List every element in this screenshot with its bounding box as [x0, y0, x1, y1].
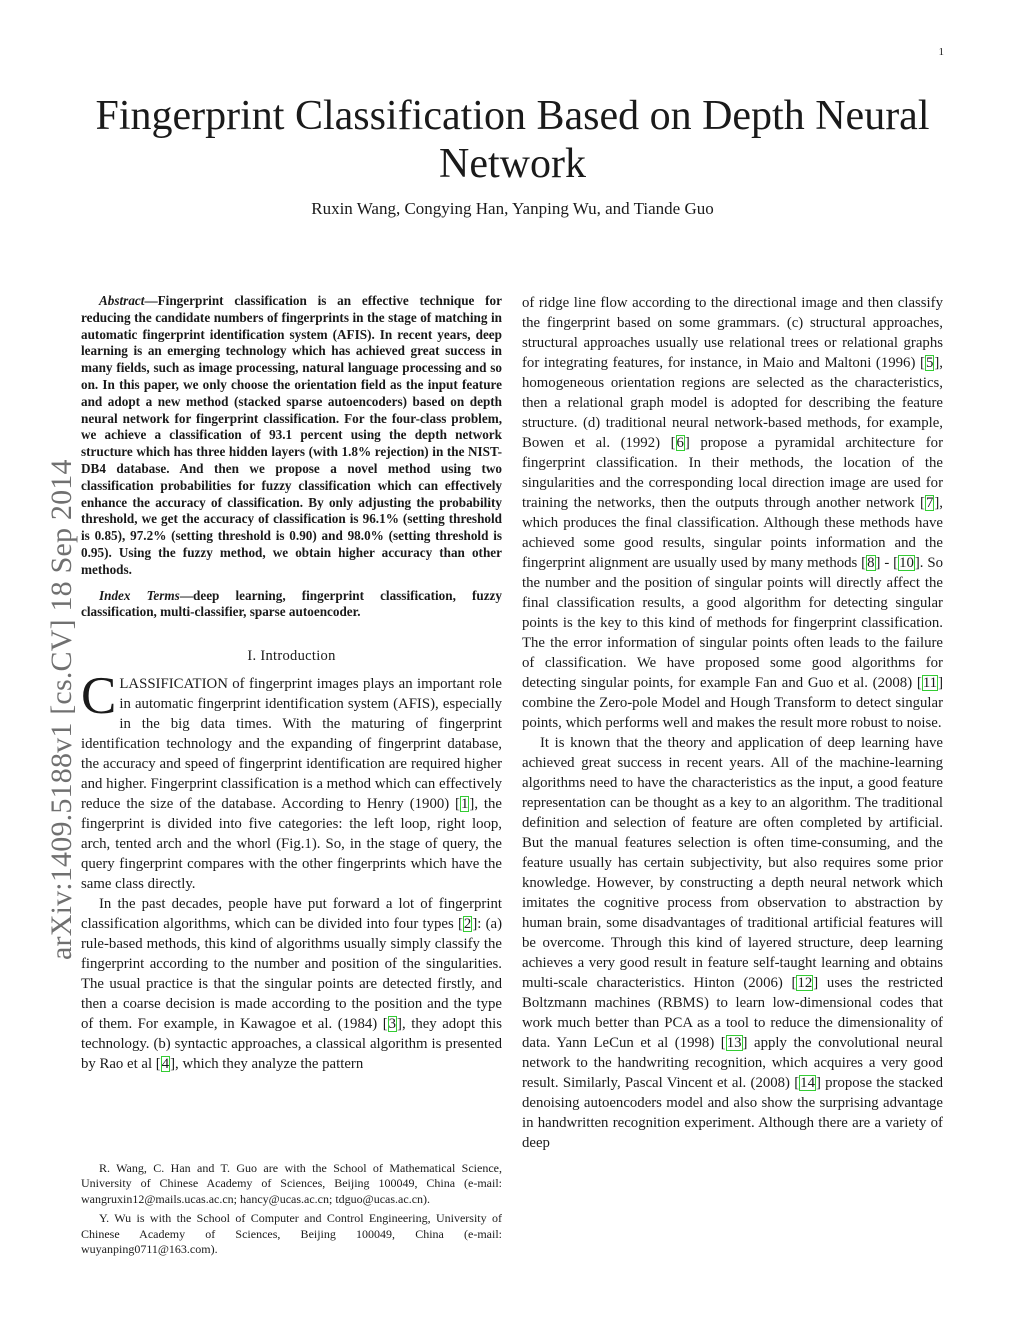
citation-link[interactable]: 4 — [161, 1056, 170, 1073]
paragraph-text: It is known that the theory and application of deep learning have achieved great success in recent years. All of the machine-learning algorithms need to have the characteristics as the input, a good feature representation can be thought as a key to an algorithm. The traditional definition and selection of feature are often completed by artificial. But the manual features selection is often time-consuming, and the feature usually has certain subjectivity, but also requires some prior knowledge. However, by constructing a depth neural network which imitates the cognitive process from observation to abstraction by human brain, some disadvantages of traditional artificial features will be overcome. Through this kind of layered structure, deep learning achieves a very good result in feature self-taught learning and obtains multi-scale characteristics. Hinton (2006) [ — [522, 735, 943, 991]
citation-link[interactable]: 3 — [388, 1016, 397, 1033]
paragraph-text: ], which produces the final classification. Although these methods have achieved some good results, singular points information and the fingerprint alignment are usually used by many methods [ — [522, 495, 943, 571]
footnote-affiliation-1: R. Wang, C. Han and T. Guo are with the School of Mathematical Science, University of Chinese Academy of Sciences, Beijing 100049, China (e-mail: wangruxin12@mails.ucas.ac.cn; hancy@ucas.ac.cn; tdguo@ucas.ac.cn). — [81, 1161, 502, 1206]
drop-cap: C — [81, 667, 117, 726]
footnotes — [81, 1161, 502, 1261]
right-column — [522, 293, 943, 1153]
paragraph-text: of ridge line flow according to the directional image and then classify the fingerprint based on some grammars. (c) structural approaches, structural approaches usually use relational trees or relational graphs for integrating features, for instance, in Maio and Maltoni (1996) [ — [522, 295, 943, 371]
paragraph-text: ], which they analyze the pattern — [170, 1056, 364, 1073]
citation-link[interactable]: 5 — [925, 355, 934, 371]
abstract-label: Abstract — [99, 293, 145, 308]
intro-paragraph-2 — [81, 894, 502, 1074]
paragraph-text: ] propose a pyramidal architecture for fingerprint classification. In their methods, the location of the singularities and the corresponding local direction image are used for training the networks, then the outputs through another network [ — [522, 435, 943, 511]
citation-link[interactable]: 10 — [899, 555, 914, 571]
citation-link[interactable]: 6 — [676, 435, 684, 451]
citation-link[interactable]: 8 — [867, 555, 875, 571]
paragraph-text: ] uses the restricted Boltzmann machines (RBMS) to learn low-dimensional codes that work much better than PCA as a tool to reduce the dimensionality of data. Yann LeCun et al (1998) [ — [522, 975, 943, 1051]
intro-paragraph-3 — [522, 733, 943, 1153]
section-heading-introduction: I. Introduction — [247, 648, 336, 665]
paper-title: Fingerprint Classification Based on Depth Neural Network — [95, 93, 930, 187]
citation-link[interactable]: 14 — [800, 1075, 815, 1091]
citation-link[interactable]: 12 — [797, 975, 813, 991]
footnote-affiliation-2: Y. Wu is with the School of Computer and Control Engineering, University of Chinese Academy of Sciences, Beijing 100049, China (e-mail: wuyanping0711@163.com). — [81, 1211, 502, 1257]
paragraph-text: ] propose the stacked denoising autoencoders model and also show the surprising advantage in handwritten recognition experiment. Although there are a variety of deep — [522, 1075, 943, 1151]
author-list: Ruxin Wang, Congying Han, Yanping Wu, and Tiande Guo — [311, 199, 714, 218]
intro-paragraph-1 — [81, 667, 503, 894]
abstract — [81, 293, 502, 579]
paragraph-text: LASSIFICATION of fingerprint images plays an important role in automatic fingerprint identification system (AFIS), especially in the big data times. With the maturing of fingerprint identification technology and the expanding of fingerprint database, the accuracy and speed of fingerprint identification are required higher and higher. Fingerprint classification is a method which can effectively reduce the size of the database. According to Henry (1900) [ — [81, 676, 502, 813]
paragraph-text: ]: (a) rule-based methods, this kind of algorithms usually simply classify the fingerprint according to the number and position of the singularities. The usual practice is that the singular points are detected firstly, and then a coarse decision is made according to the position and the type of them. For example, in Kawagoe et al. (1984) [ — [81, 916, 502, 1033]
intro-paragraph-2-continued — [522, 293, 943, 733]
paragraph-text: ] apply the convolutional neural network to the handwriting recognition, which acquires a very good result. Similarly, Pascal Vincent et al. (2008) [ — [522, 1035, 943, 1091]
paragraph-text: ]. So the number and the position of singular points will directly affect the final classification results, a good algorithm for detecting singular points is the key to this kind of methods for fingerprint classification. The the error information of singular points often leads to the failure of classification. We have proposed some good algorithms for detecting singular points, for example Fan and Guo et al. (2008) [ — [522, 555, 943, 691]
paragraph-text: ], the fingerprint is divided into five categories: the left loop, right loop, arch, tented arch and the whorl (Fig.1). So, in the stage of query, the query fingerprint compares with the other fingerprints which have the same class directly. — [81, 796, 503, 893]
paragraph-text: ], homogeneous orientation regions are selected as the characteristics, then a relational graph model is adopted for describing the feature structure. (d) traditional neural network-based methods, for example, Bowen et al. (1992) [ — [522, 355, 943, 451]
citation-link[interactable]: 1 — [461, 796, 469, 813]
citation-link[interactable]: 11 — [922, 675, 938, 691]
index-terms-text: —deep learning, fingerprint classification, fuzzy classification, multi-classifier, sparse autoencoder. — [81, 587, 502, 620]
citation-link[interactable]: 7 — [925, 495, 934, 511]
paragraph-text: In the past decades, people have put forward a lot of fingerprint classification algorithms, which can be divided into four types [ — [81, 896, 502, 933]
citation-link[interactable]: 2 — [463, 916, 472, 933]
left-column — [81, 293, 502, 1074]
page-number: 1 — [938, 46, 944, 58]
index-terms-label: Index Terms — [99, 587, 180, 603]
paragraph-text: ] combine the Zero-pole Model and Hough Transform to detect singular points, which performs well and makes the result more robust to noise. — [522, 675, 943, 731]
citation-link[interactable]: 13 — [726, 1035, 742, 1051]
paragraph-text: ] - [ — [875, 555, 899, 571]
paragraph-text: ], they adopt this technology. (b) syntactic approaches, a classical algorithm is presented by Rao et al [ — [81, 1016, 503, 1073]
index-terms — [81, 588, 502, 622]
arxiv-identifier-stamp[interactable]: arXiv:1409.5188v1 [cs.CV] 18 Sep 2014 — [45, 459, 78, 960]
abstract-text: —Fingerprint classification is an effective technique for reducing the candidate numbers of fingerprints in the stage of matching in automatic fingerprint identification system (AFIS). In recent years, deep learning is an emerging technology which has achieved great success in many fields, such as image processing, natural language processing and so on. In this paper, we only choose the orientation field as the input feature and adopt a new method (stacked sparse autoencoders) based on depth neural network for fingerprint classification. For the four-class problem, we achieve a classification of 93.1 percent using the depth network structure which has three hidden layers (with 1.8% rejection) in the NIST-DB4 database. And then we propose a novel method using two classification probabilities for fuzzy classification which can effectively enhance the accuracy of classification. By only adjusting the probability threshold, we get the accuracy of classification is 96.1% (setting threshold is 0.85), 97.2% (setting threshold is 0.90) and 98.0% (setting threshold is 0.95). Using the fuzzy method, we obtain higher accuracy than other methods. — [81, 293, 502, 577]
